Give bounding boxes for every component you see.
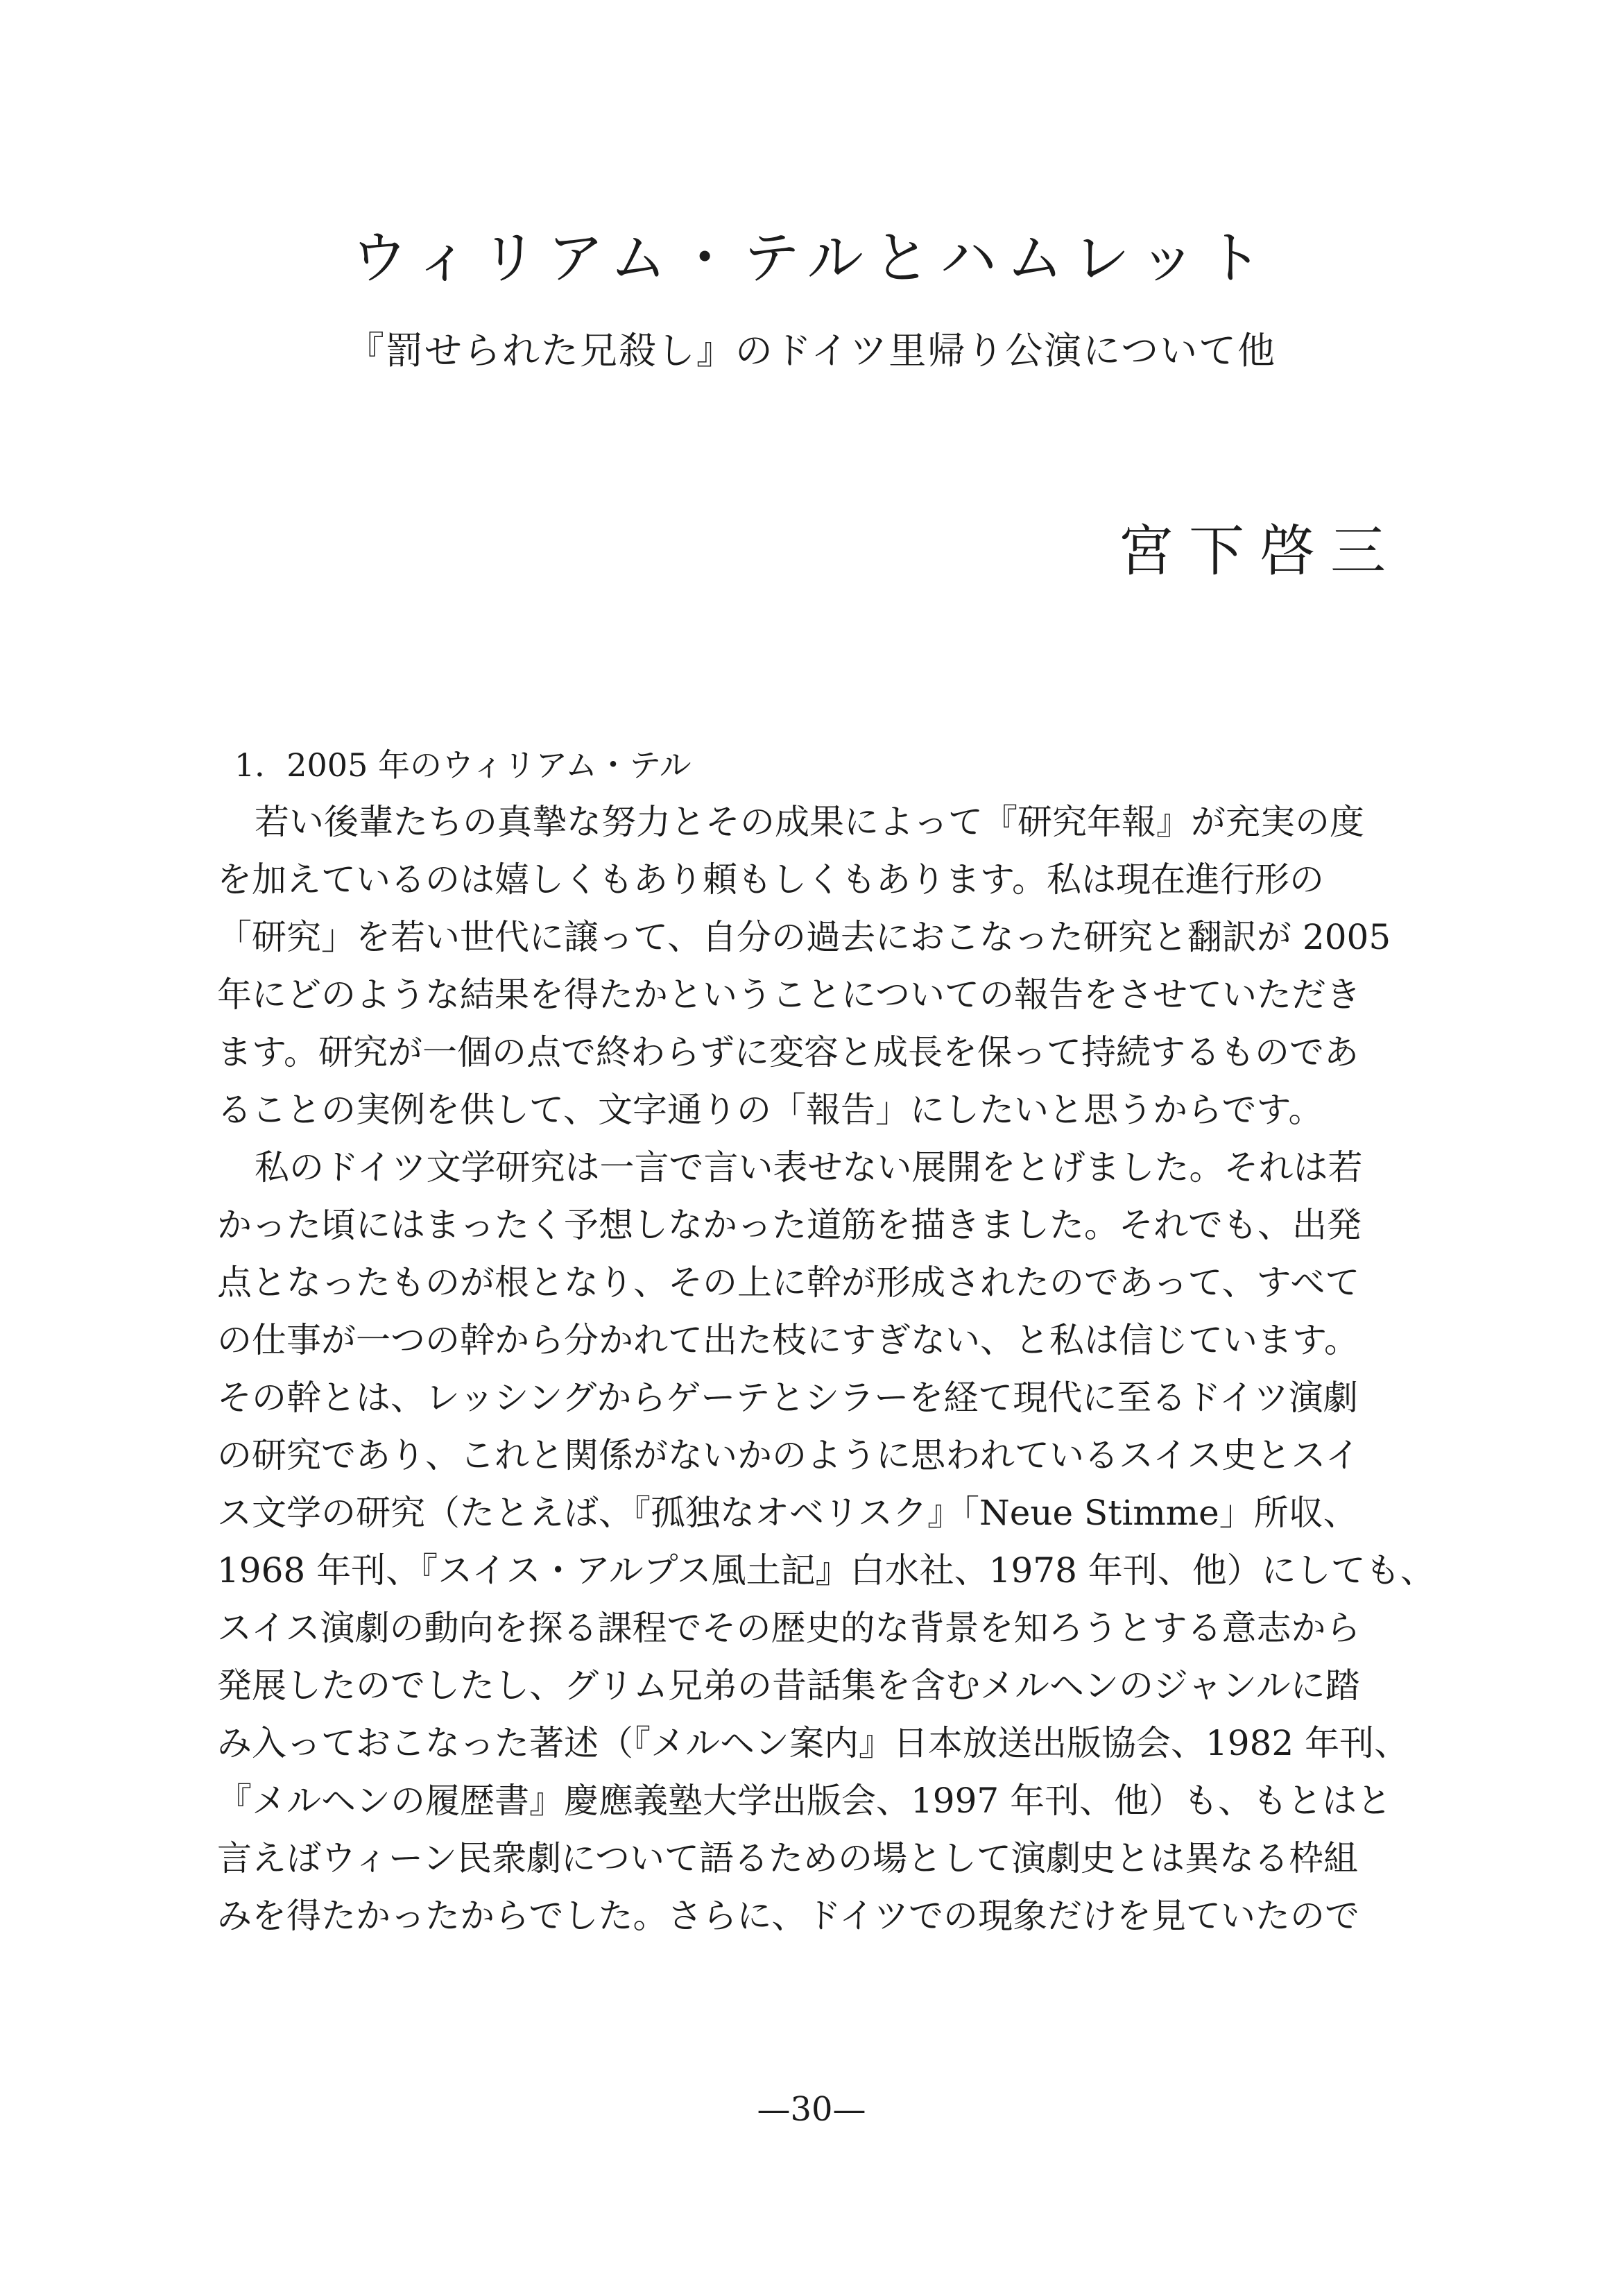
paragraph-line: み入っておこなった著述（『メルヘン案内』日本放送出版協会、1982 年刊、 <box>217 1723 1409 1763</box>
paragraph-line: 『メルヘンの履歴書』慶應義塾大学出版会、1997 年刊、他）も、もとはと <box>217 1781 1392 1821</box>
paragraph-line: 「研究」を若い世代に譲って、自分の過去におこなった研究と翻訳が 2005 <box>217 917 1391 957</box>
paragraph-line: 若い後輩たちの真摯な努力とその成果によって『研究年報』が充実の度 <box>255 802 1364 842</box>
article-subtitle: 『罰せられた兄殺し』のドイツ里帰り公演について他 <box>346 329 1277 372</box>
paragraph-line: その幹とは、レッシングからゲーテとシラーを経て現代に至るドイツ演劇 <box>217 1378 1358 1418</box>
paragraph-line: の研究であり、これと関係がないかのように思われているスイス史とスイ <box>217 1435 1360 1475</box>
article-title: ウィリアム・テルとハムレット <box>350 225 1273 291</box>
paragraph-line: スイス演劇の動向を探る課程でその歴史的な背景を知ろうとする意志から <box>217 1608 1361 1648</box>
section-heading: 1．2005 年のウィリアム・テル <box>234 746 692 784</box>
paragraph-line: を加えているのは嬉しくもあり頼もしくもあります。私は現在進行形の <box>217 859 1324 900</box>
paragraph-line: の仕事が一つの幹から分かれて出た枝にすぎない、と私は信じています。 <box>217 1320 1359 1360</box>
paragraph-line: ス文学の研究（たとえば、『孤独なオベリスク』「Neue Stimme」所収、 <box>217 1493 1358 1533</box>
paragraph-line: みを得たかったからでした。さらに、ドイツでの現象だけを見ていたので <box>217 1896 1359 1936</box>
paragraph-line: かった頃にはまったく予想しなかった道筋を描きました。それでも、出発 <box>217 1205 1362 1245</box>
paragraph-line: 私のドイツ文学研究は一言で言い表せない展開をとげました。それは若 <box>255 1147 1363 1188</box>
paragraph-line: ることの実例を供して、文字通りの「報告」にしたいと思うからです。 <box>217 1090 1323 1130</box>
paragraph-line: 年にどのような結果を得たかということについての報告をさせていただき <box>217 975 1361 1015</box>
paragraph-line: 言えばウィーン民衆劇について語るための場として演劇史とは異なる枠組 <box>217 1838 1358 1878</box>
paragraph-line: 点となったものが根となり、その上に幹が形成されたのであって、すべて <box>217 1262 1360 1303</box>
page-number: —30— <box>757 2090 866 2129</box>
paragraph-line: 1968 年刊、『スイス・アルプス風土記』白水社、1978 年刊、他）にしても、 <box>217 1550 1435 1591</box>
author-name: 宮下啓三 <box>1118 519 1401 583</box>
paragraph-line: ます。研究が一個の点で終わらずに変容と成長を保って持続するものであ <box>217 1032 1359 1072</box>
paragraph-line: 発展したのでしたし、グリム兄弟の昔話集を含むメルヘンのジャンルに踏 <box>217 1665 1360 1706</box>
